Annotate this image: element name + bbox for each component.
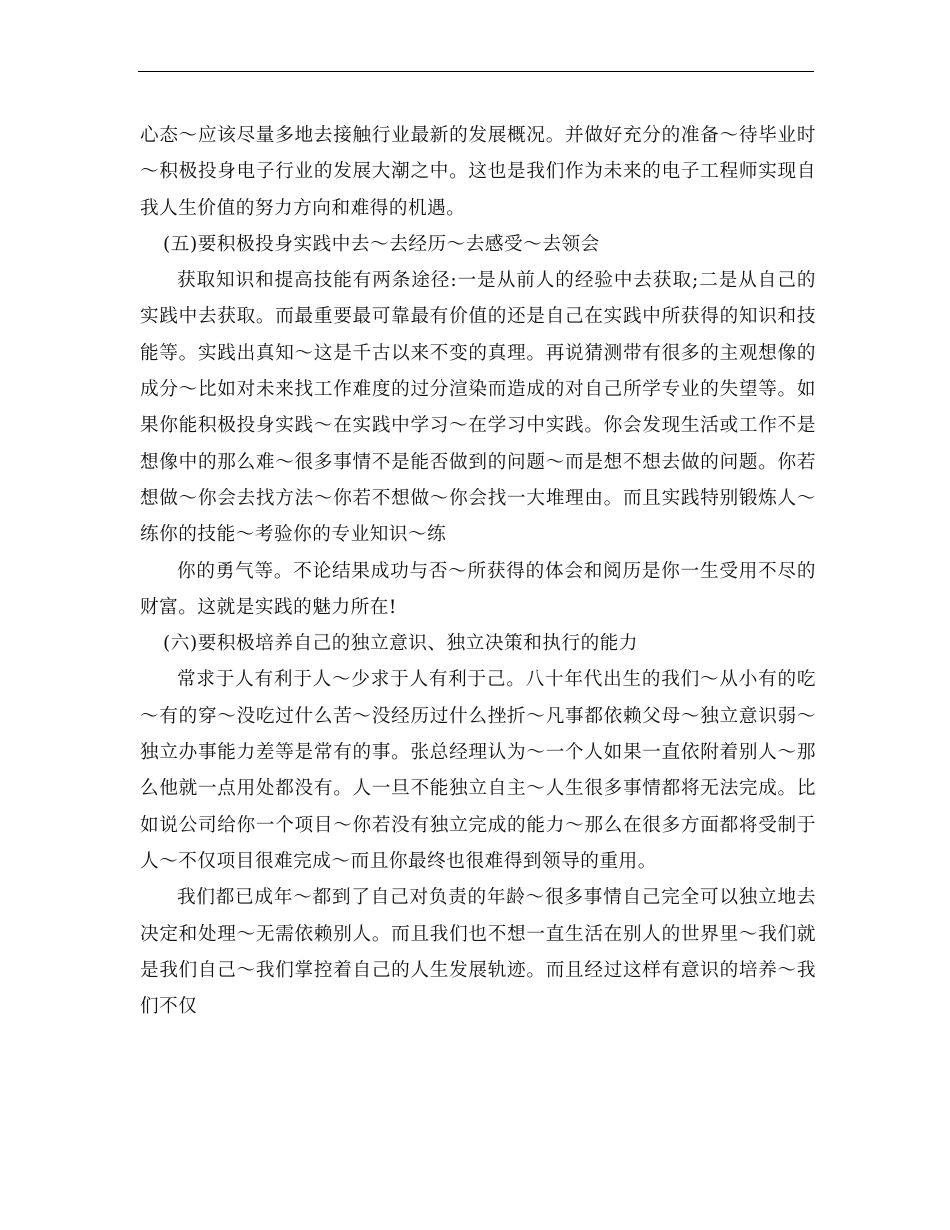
header-rule (138, 71, 814, 72)
paragraph-courage: 你的勇气等。不论结果成功与否～所获得的体会和阅历是你一生受用不尽的财富。这就是实践的魅力所在! (140, 560, 816, 618)
paragraph-adulthood: 我们都已成年～都到了自己对负责的年龄～很多事情自己完全可以独立地去决定和处理～无需依赖别人。而且我们也不想一直生活在别人的世界里～我们就是我们自己～我们掌控着自己的人生发展轨迹。而且经过这样有意识的培养～我们不仅 (140, 887, 816, 1018)
section-heading-6: (六)要积极培养自己的独立意识、独立决策和执行的能力 (163, 633, 639, 655)
paragraph-independence: 常求于人有利于人～少求于人有利于己。八十年代出生的我们～从小有的吃～有的穿～没吃过什么苦～没经历过什么挫折～凡事都依赖父母～独立意识弱～独立办事能力差等是常有的事。张总经理认为～一个人如果一直依附着别人～那么他就一点用处都没有。人一旦不能独立自主～人生很多事情都将无法完成。比如说公司给你一个项目～你若没有独立完成的能力～那么在很多方面都将受制于人～不仅项目很难完成～而且你最终也很难得到领导的重用。 (140, 669, 816, 872)
paragraph-practice: 获取知识和提高技能有两条途径:一是从前人的经验中去获取;二是从自己的实践中去获取。而最重要最可靠最有价值的还是自己在实践中所获得的知识和技能等。实践出真知～这是千古以来不变的真理。再说猜测带有很多的主观想像的成分～比如对未来找工作难度的过分渲染而造成的对自己所学专业的失望等。如果你能积极投身实践～在实践中学习～在学习中实践。你会发现生活或工作不是想像中的那么难～很多事情不是能否做到的问题～而是想不想去做的问题。你若想做～你会去找方法～你若不想做～你会找一大堆理由。而且实践特别锻炼人～练你的技能～考验你的专业知识～练 (140, 270, 816, 546)
document-body (140, 118, 816, 1025)
section-heading-5: (五)要积极投身实践中去～去经历～去感受～去领会 (163, 233, 600, 255)
paragraph-continuation: 心态～应该尽量多地去接触行业最新的发展概况。并做好充分的准备～待毕业时～积极投身电子行业的发展大潮之中。这也是我们作为未来的电子工程师实现自我人生价值的努力方向和难得的机遇。 (140, 125, 816, 219)
